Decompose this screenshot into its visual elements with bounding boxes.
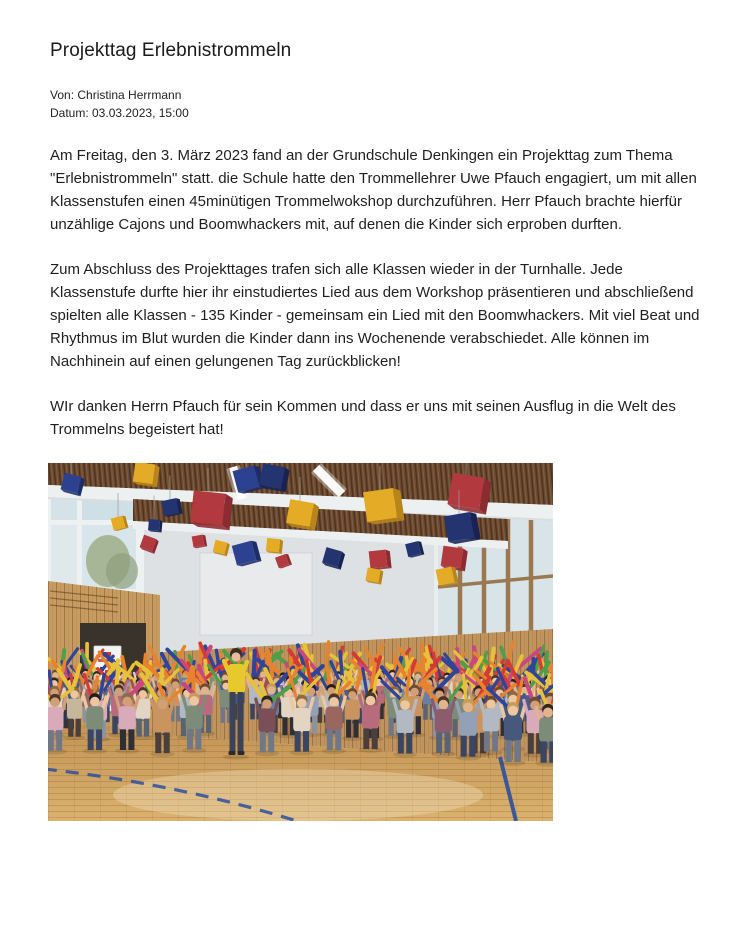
children-crowd <box>48 641 553 766</box>
gym-photo-scene <box>48 463 553 821</box>
byline-date: Datum: 03.03.2023, 15:00 <box>50 105 189 120</box>
paragraph-2: Zum Abschluss des Projekttages trafen sich alle Klassen wieder in der Turnhalle. Jede Klassenstufe durfte hier ihr einstudiertes Lied aus dem Workshop präsentieren und abschließend spielten alle Klassen - 135 Kinder - gemeinsam ein Lied mit den Boomwhackers. Mit viel Beat und Rhythmus im Blut wurden die Kinder dann ins Wochenende verabschiedet. Alle können im Nachhinein auf einen gelungenen Tag zurückblicken! <box>50 260 700 370</box>
paragraph-3: WIr danken Herrn Pfauch für sein Kommen und dass er uns mit seinen Ausflug in die Welt des Trommelns begeistert hat! <box>50 397 676 438</box>
paragraph-1: Am Freitag, den 3. März 2023 fand an der Grundschule Denkingen ein Projekttag zum Thema "Erlebnistrommeln" statt. die Schule hatte den Trommellehrer Uwe Pfauch engagiert, um mit allen Klassenstufen einen 45minütigen Trommelwokshop durchzuführen. Herr Pfauch brachte hierfür unzählige Cajons und Boomwhackers mit, auf denen die Kinder sich erproben durften. <box>50 146 697 233</box>
article-photo <box>48 463 553 821</box>
page-title: Projekttag Erlebnistrommeln <box>50 40 292 61</box>
byline <box>50 86 703 122</box>
projection-screen <box>200 553 312 635</box>
byline-author: Von: Christina Herrmann <box>50 87 182 102</box>
